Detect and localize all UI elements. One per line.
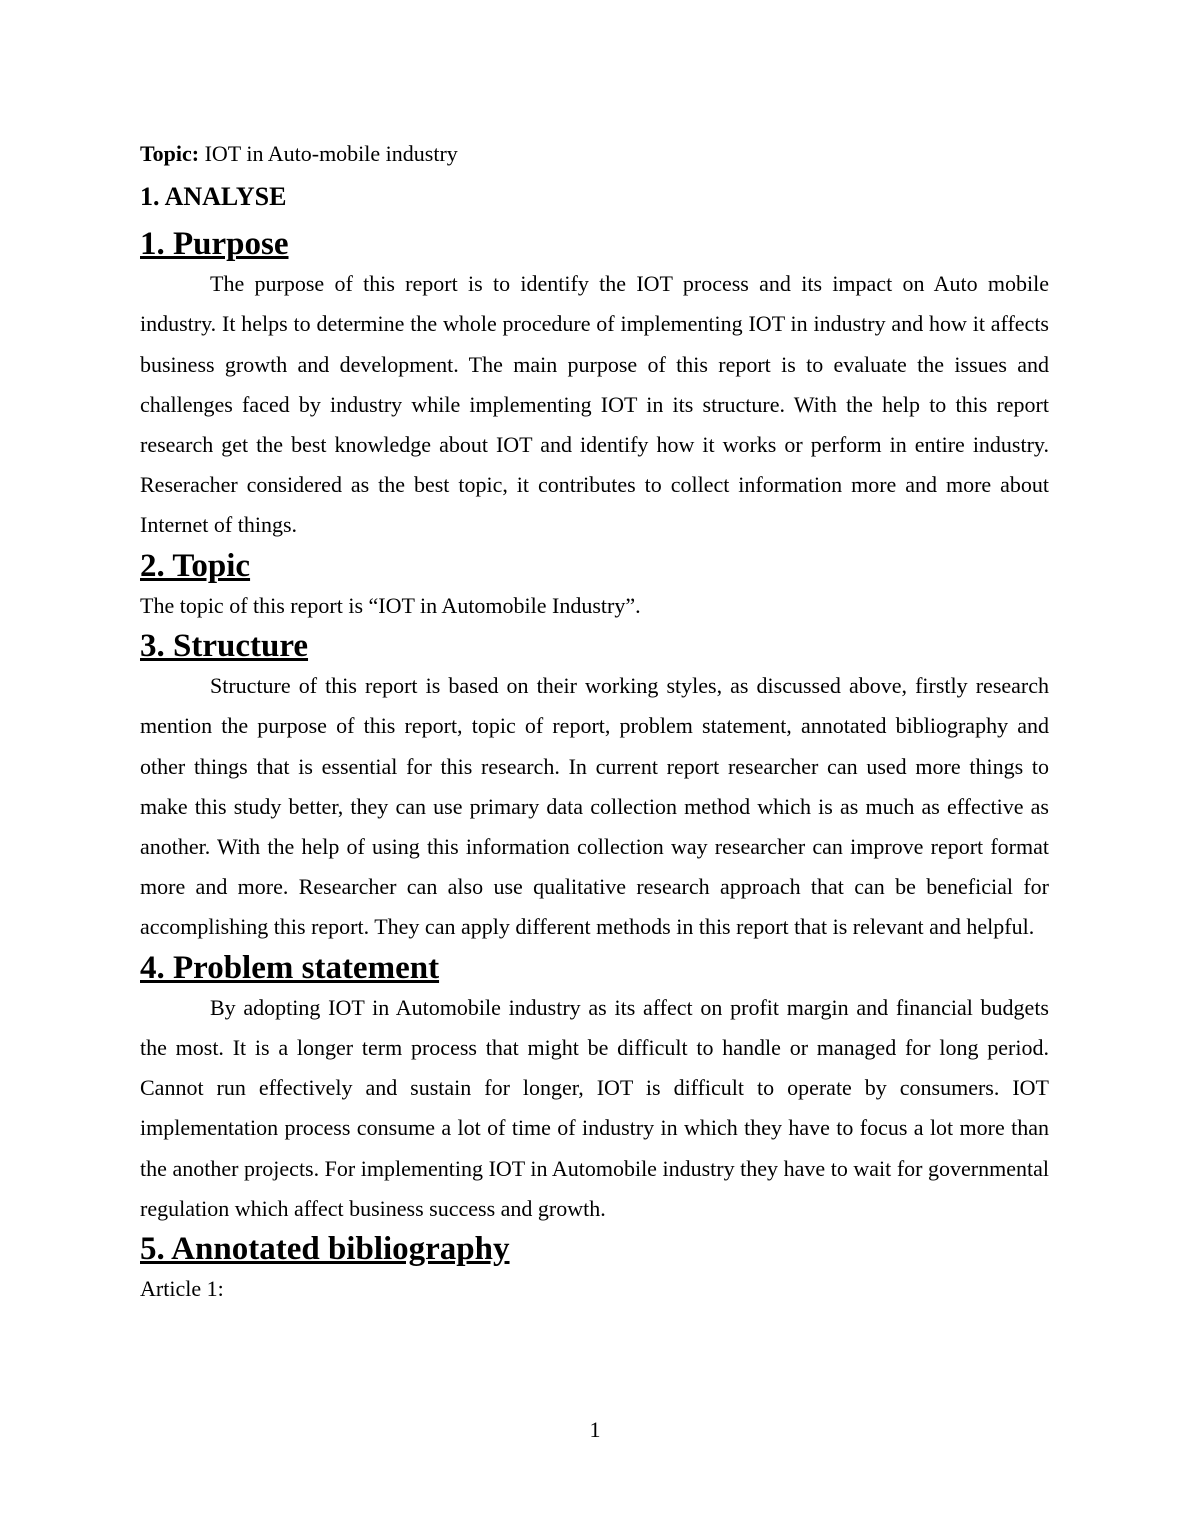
main-heading: 1. ANALYSE xyxy=(140,182,287,211)
topic-paragraph: The topic of this report is “IOT in Automobile Industry”. xyxy=(140,592,641,618)
article-label: Article 1: xyxy=(140,1276,224,1302)
topic-value: IOT in Auto-mobile industry xyxy=(199,141,458,166)
topic-label: Topic: xyxy=(140,141,200,166)
annotated-bibliography-heading: 5. Annotated bibliography xyxy=(140,1231,510,1268)
purpose-heading: 1. Purpose xyxy=(140,226,289,262)
structure-heading: 3. Structure xyxy=(140,628,309,665)
structure-paragraph: Structure of this report is based on their working styles, as discussed above, firstly research mention the purpose of this report, topic of report, problem statement, annotated bibliography and other things that is essential for this research. In current report researcher can used more things to make this study better, they can use primary data collection method which is as much as effective as another. With the help of using this information collection way researcher can improve report format more and more. Researcher can also use qualitative research approach that can be beneficial for accomplishing this report. They can apply different methods in this report that is relevant and helpful. xyxy=(140,673,1049,940)
problem-statement-paragraph: By adopting IOT in Automobile industry as its affect on profit margin and financial budgets the most. It is a longer term process that might be difficult to handle or managed for long period. Cannot run effectively and sustain for longer, IOT is difficult to operate by consumers. IOT implementation process consume a lot of time of industry in which they have to focus a lot more than the another projects. For implementing IOT in Automobile industry they have to wait for governmental regulation which affect business success and growth. xyxy=(140,994,1049,1221)
topic-heading: 2. Topic xyxy=(140,547,251,584)
page-number: 1 xyxy=(589,1417,601,1442)
purpose-paragraph: The purpose of this report is to identify the IOT process and its impact on Auto mobile industry. It helps to determine the whole procedure of implementing IOT in industry and how it affects business growth and development. The main purpose of this report is to evaluate the issues and challenges faced by industry while implementing IOT in its structure. With the help to this report research get the best knowledge about IOT and identify how it works or perform in entire industry. Reseracher considered as the best topic, it contributes to collect information more and more about Internet of things. xyxy=(140,271,1049,538)
document-page xyxy=(140,138,1049,1309)
problem-statement-heading: 4. Problem statement xyxy=(140,949,440,986)
topic-line xyxy=(140,138,1049,170)
